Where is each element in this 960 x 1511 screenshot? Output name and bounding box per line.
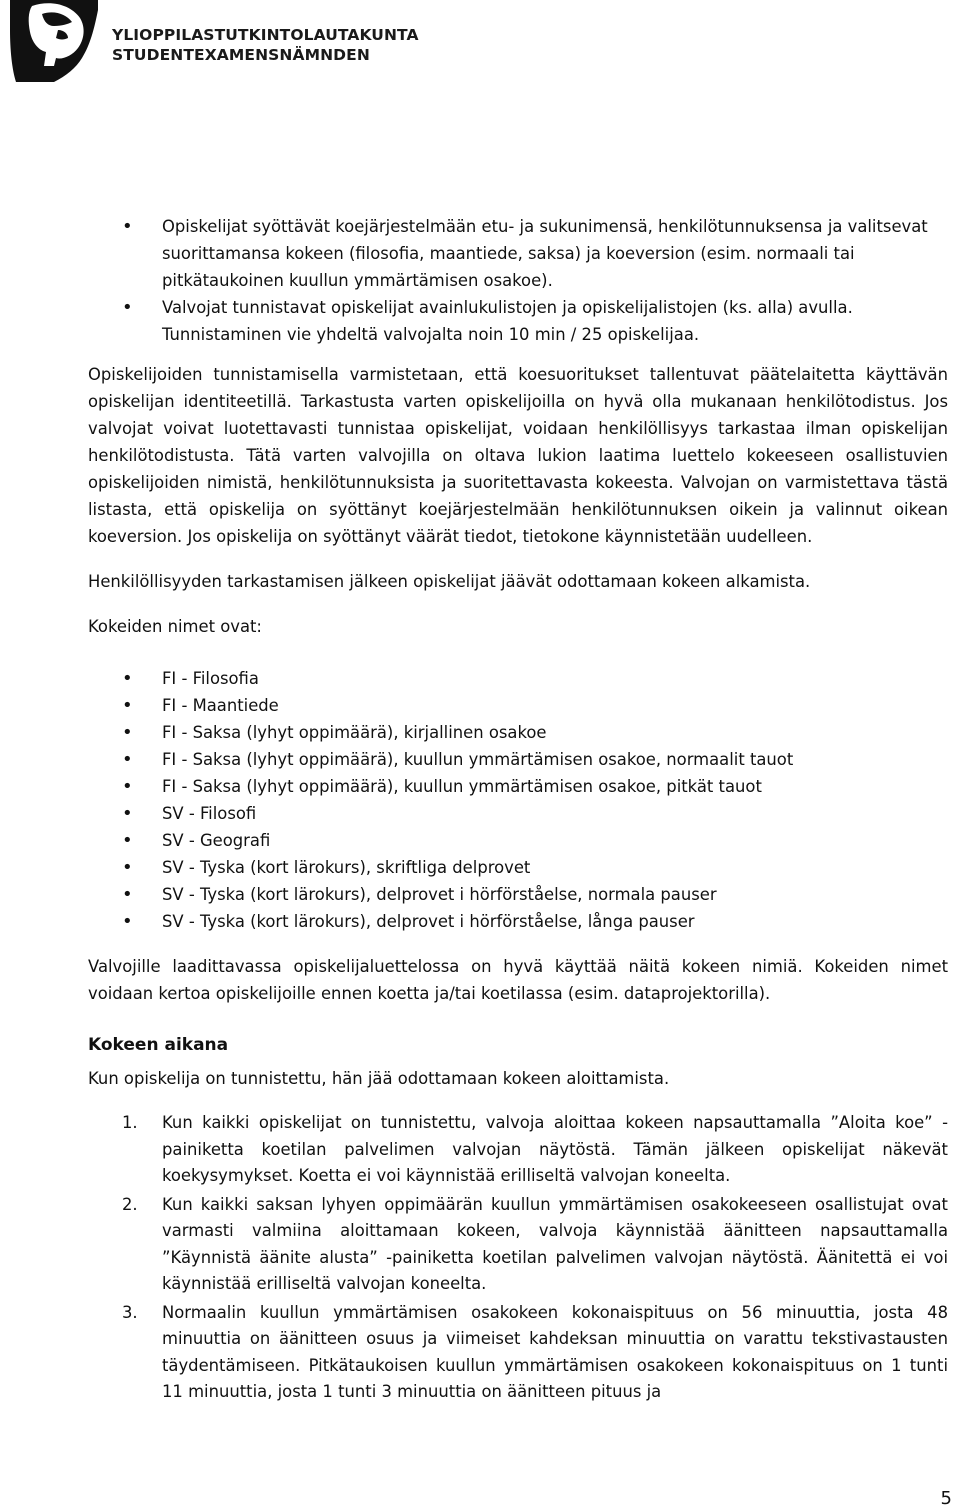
list-item bbox=[88, 1300, 948, 1406]
exam-names-list bbox=[88, 665, 948, 935]
page-header bbox=[0, 0, 960, 80]
list-item: • SV - Tyska (kort lärokurs), skriftliga delprovet bbox=[88, 854, 948, 881]
paragraph-exam-names-use: Valvojille laadittavassa opiskelijaluettelossa on hyvä käyttää näitä kokeen nimiä. Kokeiden nimet voidaan kertoa opiskelijoille ennen koetta ja/tai koetilassa (esim. dataprojektorilla). bbox=[88, 957, 948, 1003]
org-name-fi: YLIOPPILASTUTKINTOLAUTAKUNTA bbox=[112, 26, 419, 44]
step-number: 1. bbox=[122, 1113, 138, 1132]
steps-list bbox=[88, 1110, 948, 1406]
document-body bbox=[88, 213, 948, 1408]
paragraph-exam-names-intro: Kokeiden nimet ovat: bbox=[88, 617, 262, 636]
paragraph-identification: Opiskelijoiden tunnistamisella varmistetaan, että koesuoritukset tallentuvat päätelaitetta käyttävän opiskelijan identiteetillä. Tarkastusta varten opiskelijoilla on hyvä olla mukanaan henkilötodistus. Jos valvojat voivat luotettavasti tunnistaa opiskelijat, voidaan henkilöllisyys tarkastaa ilman opiskelijan henkilötodistusta. Tätä varten valvojilla on oltava lukion laatima luettelo kokeeseen osallistuvien opiskelijoiden nimistä, henkilötunnuksista ja suoritettavasta kokeesta. Valvojan on varmistettava tästä listasta, että opiskelija on syöttänyt koejärjestelmään henkilötunnuksen oikein ja valinnut oikean koeversion. Jos opiskelija on syöttänyt väärät tiedot, tietokone käynnistetään uudelleen. bbox=[88, 365, 948, 546]
step-text: Normaalin kuullun ymmärtämisen osakokeen kokonaispituus on 56 minuuttia, josta 48 minuuttia on äänitteen osuus ja viimeiset kahdeksan minuuttia on varattu tekstivastausten täydentämiseen. Pitkätaukoisen kuullun ymmärtämisen osakokeen kokonaispituus on 1 tunti 11 minuuttia, josta 1 tunti 3 minuuttia on äänitteen pituus ja bbox=[162, 1302, 948, 1401]
list-item: • Valvojat tunnistavat opiskelijat avainlukulistojen ja opiskelijalistojen (ks. alla) avulla. Tunnistaminen vie yhdeltä valvojalta noin 10 min / 25 opiskelijaa. bbox=[88, 294, 948, 348]
list-item: • FI - Saksa (lyhyt oppimäärä), kirjallinen osakoe bbox=[88, 719, 948, 746]
organization-name bbox=[112, 25, 419, 65]
list-item: • SV - Geografi bbox=[88, 827, 948, 854]
step-number: 2. bbox=[122, 1194, 138, 1214]
list-item: • FI - Saksa (lyhyt oppimäärä), kuullun ymmärtämisen osakoe, normaalit tauot bbox=[88, 746, 948, 773]
step-text: Kun kaikki opiskelijat on tunnistettu, valvoja aloittaa kokeen napsauttamalla ”Aloita koe” -painiketta koetilan palvelimen valvojan näytöstä. Tämän jälkeen opiskelijat näkevät koekysymykset. Koetta ei voi käynnistää erilliseltä valvojan koneelta. bbox=[162, 1113, 948, 1185]
list-item: • FI - Maantiede bbox=[88, 692, 948, 719]
list-item: • SV - Filosofi bbox=[88, 800, 948, 827]
step-number: 3. bbox=[122, 1302, 138, 1322]
list-item: • SV - Tyska (kort lärokurs), delprovet i hörförståelse, normala pauser bbox=[88, 881, 948, 908]
list-item bbox=[88, 1192, 948, 1298]
list-item: • FI - Saksa (lyhyt oppimäärä), kuullun ymmärtämisen osakoe, pitkät tauot bbox=[88, 773, 948, 800]
org-name-sv: STUDENTEXAMENSNÄMNDEN bbox=[112, 46, 370, 64]
page-number: 5 bbox=[940, 1488, 952, 1509]
section-heading: Kokeen aikana bbox=[88, 1035, 229, 1055]
bullet-list-top bbox=[88, 213, 948, 348]
list-item: • Opiskelijat syöttävät koejärjestelmään etu- ja sukunimensä, henkilötunnuksensa ja valitsevat suorittamansa kokeen (filosofia, maantiede, saksa) ja koeversion (esim. normaali tai pitkätaukoinen kuullun ymmärtämisen osakoe). bbox=[88, 213, 948, 294]
step-text: Kun kaikki saksan lyhyen oppimäärän kuullun ymmärtämisen osakokeeseen osallistujat ovat varmasti valmiina aloittamaan kokeen, valvoja käynnistää äänitteen napsauttamalla ”Käynnistä äänite alusta” -painiketta koetilan palvelimen valvojan näytöstä. Äänitettä ei voi käynnistää erilliseltä valvojan koneelta. bbox=[162, 1194, 948, 1293]
minerva-logo-icon bbox=[2, 0, 106, 82]
paragraph-wait: Henkilöllisyyden tarkastamisen jälkeen opiskelijat jäävät odottamaan kokeen alkamista. bbox=[88, 572, 811, 591]
list-item: • FI - Filosofia bbox=[88, 665, 948, 692]
paragraph-during: Kun opiskelija on tunnistettu, hän jää odottamaan kokeen aloittamista. bbox=[88, 1069, 670, 1088]
list-item: • SV - Tyska (kort lärokurs), delprovet i hörförståelse, långa pauser bbox=[88, 908, 948, 935]
list-item bbox=[88, 1110, 948, 1190]
